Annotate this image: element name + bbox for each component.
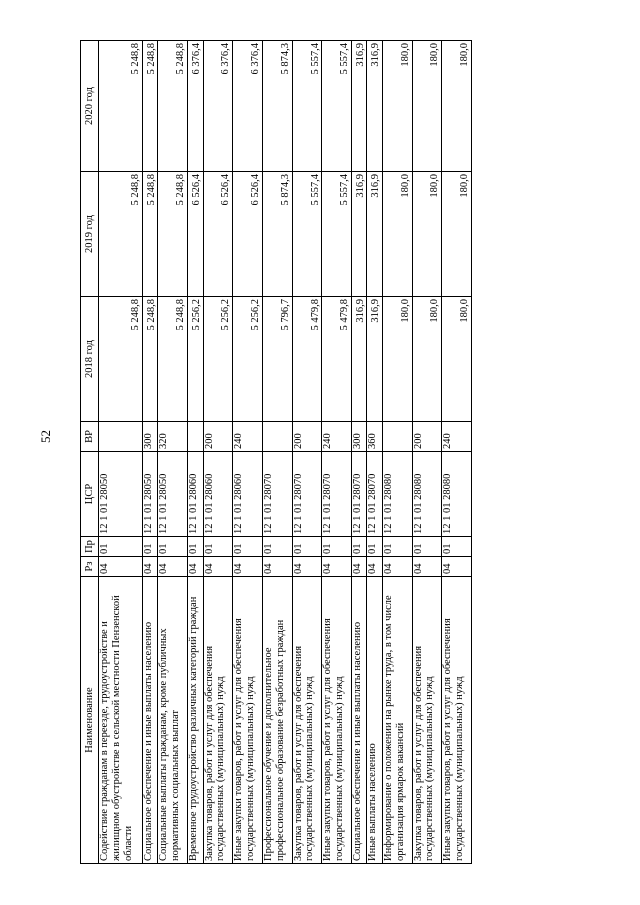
table-row [262,41,292,864]
cell-name: Закупка товаров, работ и услуг для обеспечения государственных (муниципальных) нужд [412,577,442,864]
cell-rz: 04 [412,557,442,577]
cell-csr: 12 1 01 28070 [262,452,292,537]
header-name: Наименование [81,577,99,864]
cell-2020: 180,0 [412,41,442,172]
cell-pr: 01 [262,537,292,557]
cell-pr: 01 [158,537,188,557]
cell-2018: 5 248,8 [99,297,143,422]
table-body [99,41,472,864]
cell-rz: 04 [292,557,322,577]
table-header-row [81,41,99,864]
cell-2019: 5 248,8 [142,172,157,297]
cell-2020: 316,9 [351,41,366,172]
table-row [188,41,203,864]
cell-rz: 04 [188,557,203,577]
cell-rz: 04 [262,557,292,577]
cell-csr: 12 1 01 28080 [442,452,472,537]
cell-name: Временное трудоустройство различных категорий граждан [188,577,203,864]
cell-2019: 5 874,3 [262,172,292,297]
cell-csr: 12 1 01 28070 [351,452,366,537]
cell-2019: 180,0 [382,172,412,297]
cell-rz: 04 [442,557,472,577]
cell-2019: 316,9 [351,172,366,297]
header-pr: Пр [81,537,99,557]
cell-pr: 01 [292,537,322,557]
cell-name: Социальное обеспечение и иные выплаты населению [351,577,366,864]
cell-2018: 180,0 [412,297,442,422]
table-row [233,41,263,864]
cell-vr [99,422,143,452]
cell-pr: 01 [412,537,442,557]
rotated-table-container [80,41,472,864]
cell-vr [262,422,292,452]
cell-2019: 180,0 [412,172,442,297]
cell-csr: 12 1 01 28080 [382,452,412,537]
cell-vr: 200 [412,422,442,452]
cell-2019: 6 526,4 [188,172,203,297]
cell-2018: 5 256,2 [203,297,233,422]
cell-2020: 6 376,4 [188,41,203,172]
cell-2020: 5 248,8 [99,41,143,172]
header-2018: 2018 год [81,297,99,422]
cell-vr: 240 [442,422,472,452]
table-row [292,41,322,864]
cell-rz: 04 [158,557,188,577]
cell-rz: 04 [322,557,352,577]
cell-2019: 6 526,4 [233,172,263,297]
cell-2019: 5 248,8 [99,172,143,297]
cell-2020: 6 376,4 [203,41,233,172]
cell-name: Социальные выплаты гражданам, кроме публичных нормативных социальных выплат [158,577,188,864]
cell-csr: 12 1 01 28070 [367,452,382,537]
cell-pr: 01 [322,537,352,557]
cell-2020: 180,0 [442,41,472,172]
cell-pr: 01 [203,537,233,557]
cell-2018: 5 479,8 [322,297,352,422]
cell-csr: 12 1 01 28060 [233,452,263,537]
header-2019: 2019 год [81,172,99,297]
cell-name: Закупка товаров, работ и услуг для обеспечения государственных (муниципальных) нужд [292,577,322,864]
cell-2018: 5 479,8 [292,297,322,422]
cell-2018: 5 256,2 [188,297,203,422]
table-row [442,41,472,864]
cell-2019: 180,0 [442,172,472,297]
cell-2020: 5 248,8 [142,41,157,172]
cell-csr: 12 1 01 28050 [158,452,188,537]
cell-rz: 04 [382,557,412,577]
cell-vr: 200 [203,422,233,452]
cell-name: Иные закупки товаров, работ и услуг для обеспечения государственных (муниципальных) нужд [233,577,263,864]
cell-csr: 12 1 01 28080 [412,452,442,537]
cell-2020: 5 557,4 [322,41,352,172]
cell-2018: 5 796,7 [262,297,292,422]
cell-csr: 12 1 01 28070 [292,452,322,537]
cell-rz: 04 [99,557,143,577]
cell-2018: 5 256,2 [233,297,263,422]
cell-2019: 5 248,8 [158,172,188,297]
cell-vr [188,422,203,452]
cell-pr: 01 [142,537,157,557]
cell-2019: 6 526,4 [203,172,233,297]
cell-vr: 300 [142,422,157,452]
cell-rz: 04 [367,557,382,577]
page-number: 52 [38,430,53,443]
cell-2018: 316,9 [367,297,382,422]
cell-name: Иные закупки товаров, работ и услуг для обеспечения государственных (муниципальных) нужд [322,577,352,864]
cell-name: Информирование о положении на рынке труда, в том числе организация ярмарок вакансий [382,577,412,864]
cell-csr: 12 1 01 28050 [142,452,157,537]
cell-rz: 04 [203,557,233,577]
table-row [382,41,412,864]
cell-pr: 01 [233,537,263,557]
cell-vr: 240 [322,422,352,452]
cell-pr: 01 [382,537,412,557]
cell-2019: 5 557,4 [292,172,322,297]
header-2020: 2020 год [81,41,99,172]
cell-2020: 5 248,8 [158,41,188,172]
cell-2018: 316,9 [351,297,366,422]
table-row [412,41,442,864]
cell-vr [382,422,412,452]
cell-vr: 320 [158,422,188,452]
cell-csr: 12 1 01 28070 [322,452,352,537]
cell-2020: 5 874,3 [262,41,292,172]
cell-pr: 01 [188,537,203,557]
cell-name: Социальное обеспечение и иные выплаты населению [142,577,157,864]
cell-2018: 180,0 [442,297,472,422]
cell-pr: 01 [99,537,143,557]
header-vr: ВР [81,422,99,452]
cell-vr: 240 [233,422,263,452]
cell-vr: 300 [351,422,366,452]
cell-rz: 04 [233,557,263,577]
cell-name: Профессиональное обучение и дополнительное профессиональное образование безработных граждан [262,577,292,864]
cell-2018: 5 248,8 [142,297,157,422]
table-row [142,41,157,864]
header-rz: Рз [81,557,99,577]
cell-csr: 12 1 01 28060 [188,452,203,537]
cell-csr: 12 1 01 28050 [99,452,143,537]
budget-table [80,40,472,864]
cell-2019: 316,9 [367,172,382,297]
cell-name: Иные выплаты населению [367,577,382,864]
table-row [158,41,188,864]
cell-2020: 316,9 [367,41,382,172]
cell-vr: 200 [292,422,322,452]
cell-name: Содействие гражданам в переезде, трудоустройстве и жилищном обустройстве в сельской местности Пензенской области [99,577,143,864]
cell-2020: 5 557,4 [292,41,322,172]
cell-2019: 5 557,4 [322,172,352,297]
cell-2020: 180,0 [382,41,412,172]
cell-2020: 6 376,4 [233,41,263,172]
table-row [322,41,352,864]
header-csr: ЦСР [81,452,99,537]
table-row [99,41,143,864]
cell-name: Закупка товаров, работ и услуг для обеспечения государственных (муниципальных) нужд [203,577,233,864]
cell-2018: 5 248,8 [158,297,188,422]
cell-pr: 01 [442,537,472,557]
cell-rz: 04 [351,557,366,577]
cell-pr: 01 [367,537,382,557]
table-row [351,41,366,864]
cell-csr: 12 1 01 28060 [203,452,233,537]
cell-name: Иные закупки товаров, работ и услуг для обеспечения государственных (муниципальных) нужд [442,577,472,864]
cell-rz: 04 [142,557,157,577]
cell-pr: 01 [351,537,366,557]
table-row [367,41,382,864]
table-row [203,41,233,864]
cell-2018: 180,0 [382,297,412,422]
cell-vr: 360 [367,422,382,452]
